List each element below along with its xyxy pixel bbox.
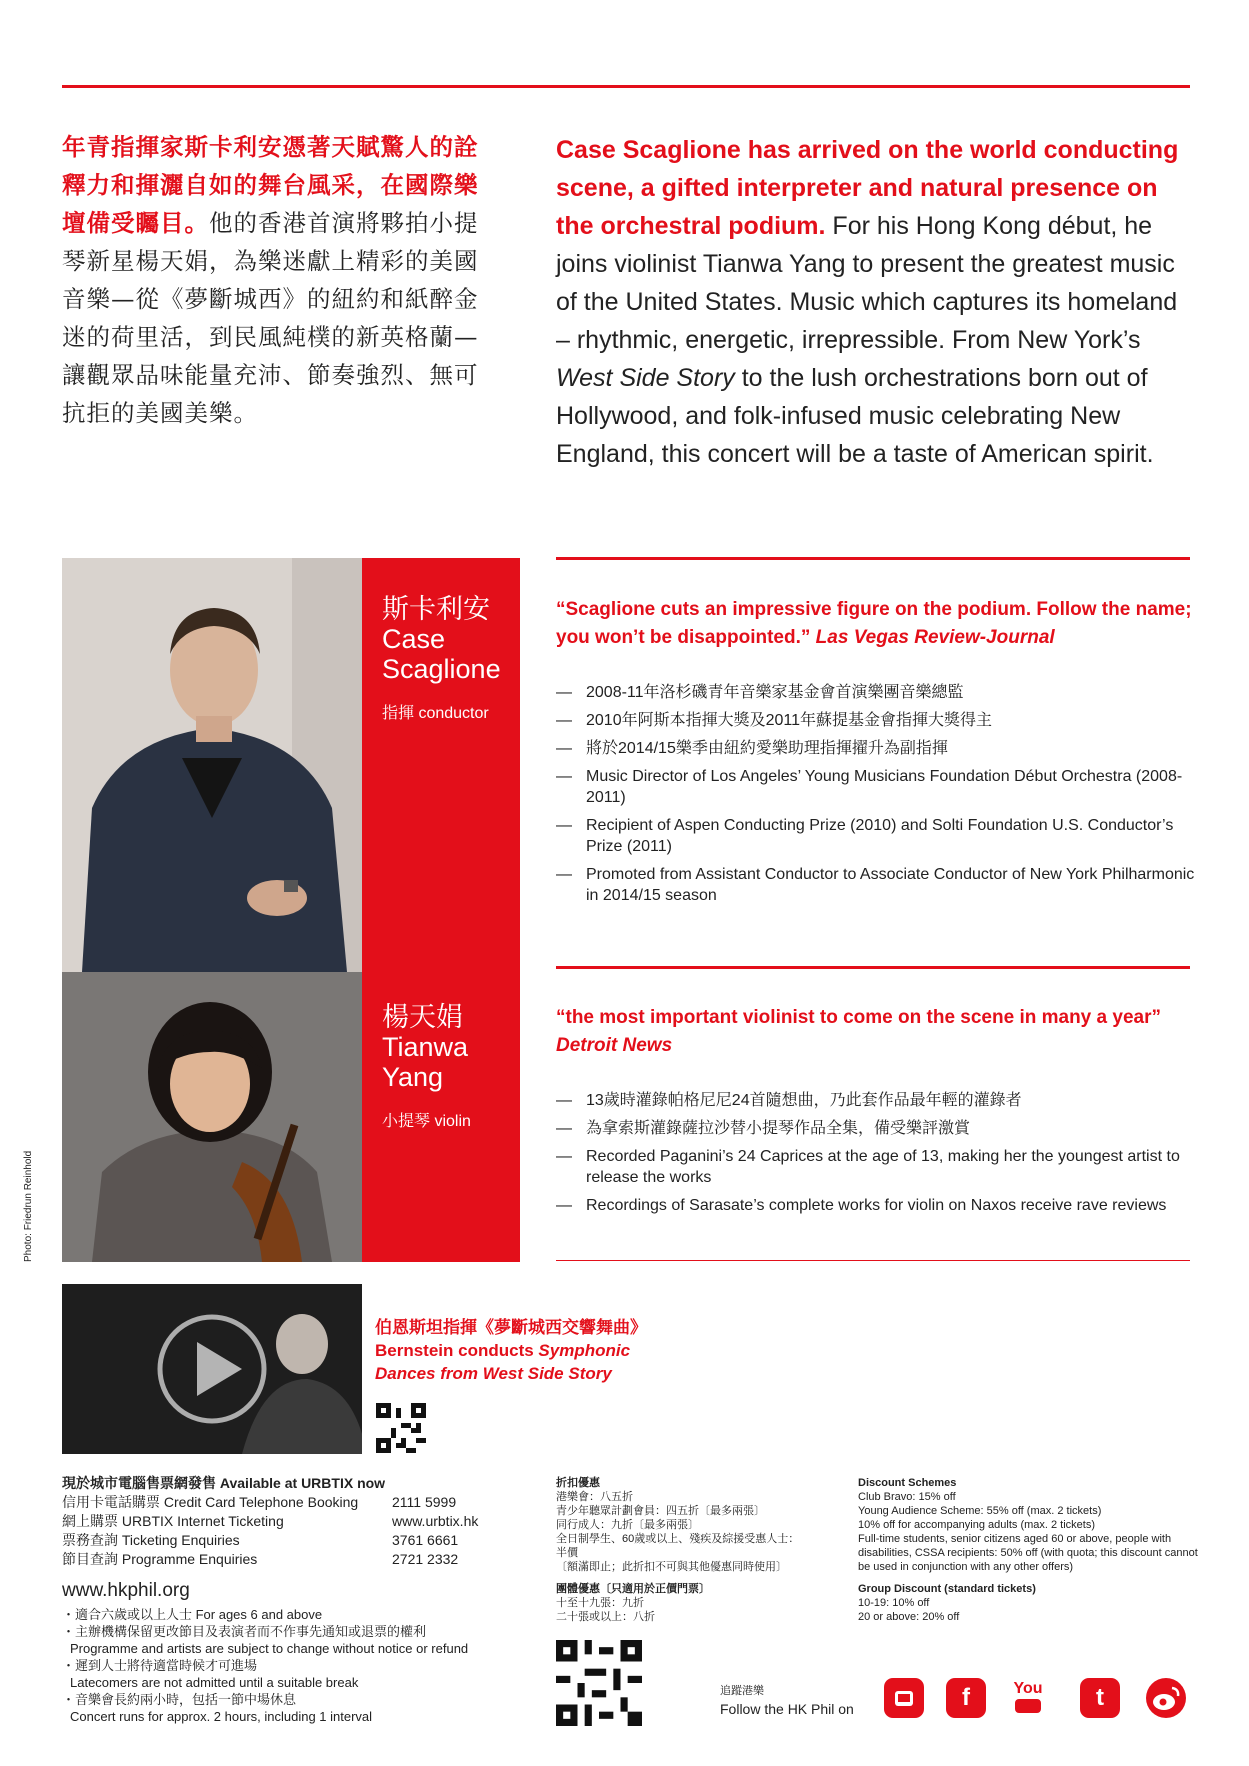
violinist-name-zh: 楊天娟 xyxy=(382,1002,463,1032)
booking-label: 信用卡電話購票 Credit Card Telephone Booking xyxy=(62,1494,359,1510)
conductor-name-en-1: Case xyxy=(382,624,446,654)
discount-en xyxy=(858,1476,1198,1624)
discount-zh-line: 〔額滿即止；此折扣不可與其他優惠同時使用〕 xyxy=(556,1561,787,1573)
discount-zh-line: 十至十九張：九折 xyxy=(556,1597,644,1609)
list-item: — Recorded Paganini’s 24 Caprices at the age of 13, making her the youngest artist to release the works xyxy=(556,1146,1196,1188)
violinist-name-en-2: Yang xyxy=(382,1062,444,1092)
booking-header: 現於城市電腦售票網發售 Available at URBTIX now xyxy=(62,1475,386,1491)
conductor-name-en-2: Scaglione xyxy=(382,654,501,684)
booking-note: ・適合六歲或以上人士 For ages 6 and above xyxy=(62,1607,323,1622)
violinist-role: 小提琴 violin xyxy=(382,1113,471,1130)
booking-label: 票務查詢 Ticketing Enquiries xyxy=(62,1532,240,1548)
video-qr-code[interactable] xyxy=(376,1403,426,1453)
booking-note: Programme and artists are subject to change without notice or refund xyxy=(70,1641,469,1656)
list-item: — Music Director of Los Angeles’ Young Musicians Foundation Début Orchestra (2008-2011) xyxy=(556,766,1196,808)
violinist-quote-text: “the most important violinist to come on the scene in many a year” xyxy=(556,1007,1161,1028)
conductor-quote-text: “Scaglione cuts an impressive figure on the podium. Follow the name; you won’t be disappointed.” xyxy=(556,599,1192,648)
intro-english-lead: Case Scaglione has arrived on the world conducting scene, a gifted interpreter and natural presence on the orchestral podium. xyxy=(556,136,1179,240)
discount-en-line: Young Audience Scheme: 55% off (max. 2 tickets) xyxy=(858,1505,1102,1517)
conductor-bullets xyxy=(556,682,1196,913)
mobile-icon[interactable] xyxy=(884,1678,924,1718)
twitter-icon[interactable]: t xyxy=(1080,1678,1120,1718)
discount-en-line: 20 or above: 20% off xyxy=(858,1611,960,1623)
violinist-name-en-1: Tianwa xyxy=(382,1032,469,1062)
discount-en-header: Discount Schemes xyxy=(858,1477,957,1489)
video-still xyxy=(62,1284,362,1454)
youtube-icon[interactable]: You xyxy=(1008,1678,1048,1718)
qr-code-icon xyxy=(376,1403,426,1453)
booking-label: 網上購票 URBTIX Internet Ticketing xyxy=(62,1513,284,1529)
violinist-rule xyxy=(556,966,1190,969)
intro-english-body-2: to the lush orchestrations born out of Hollywood, and folk-infused music celebrating New England, this concert will be a taste of American spirit. xyxy=(556,364,1154,468)
violinist-photo xyxy=(62,972,362,1262)
follow-label xyxy=(720,1682,854,1718)
website-qr-code[interactable] xyxy=(556,1640,642,1726)
booking-note: ・音樂會長約兩小時，包括一節中場休息 xyxy=(62,1692,297,1707)
facebook-icon[interactable]: f xyxy=(946,1678,986,1718)
booking-label: 節目查詢 Programme Enquiries xyxy=(62,1551,258,1567)
discount-en-line: 10-19: 10% off xyxy=(858,1597,930,1609)
conductor-quote xyxy=(556,596,1196,652)
discount-zh-line: 港樂會：八五折 xyxy=(556,1491,633,1503)
discount-zh-line: 二十張或以上：八折 xyxy=(556,1611,655,1623)
conductor-photo xyxy=(62,558,362,972)
video-title-en-2: Dances from West Side Story xyxy=(375,1364,612,1383)
intro-chinese-body: 他的香港首演將夥拍小提琴新星楊天娟，為樂迷獻上精彩的美國音樂—從《夢斷城西》的紐約和紙醉金迷的荷里活，到民風純樸的新英格蘭—讓觀眾品味能量充沛、節奏強烈、無可抗拒的美國美樂。 xyxy=(62,209,479,427)
violinist-bullets xyxy=(556,1090,1196,1223)
violinist-bottom-rule xyxy=(556,1260,1190,1261)
video-thumbnail[interactable] xyxy=(62,1284,362,1454)
list-item: — 2010年阿斯本指揮大獎及2011年蘇提基金會指揮大獎得主 xyxy=(556,710,1196,731)
photo-credit: Photo: Friedrun Reinhold xyxy=(23,1150,34,1262)
discount-en-line: Club Bravo: 15% off xyxy=(858,1491,956,1503)
discount-en-group-header: Group Discount (standard tickets) xyxy=(858,1583,1036,1595)
discount-en-line: 10% off for accompanying adults (max. 2 tickets) xyxy=(858,1519,1096,1531)
qr-code-icon xyxy=(556,1640,642,1726)
list-item: — 為拿索斯灌錄薩拉沙替小提琴作品全集，備受樂評激賞 xyxy=(556,1118,1196,1139)
list-item: — Recordings of Sarasate’s complete works for violin on Naxos receive rave reviews xyxy=(556,1195,1196,1216)
intro-english xyxy=(556,131,1196,473)
discount-zh-line: 同行成人：九折〔最多兩張〕 xyxy=(556,1519,699,1531)
booking-note: Latecomers are not admitted until a suitable break xyxy=(70,1675,359,1690)
booking-value[interactable]: 3761 6661 xyxy=(392,1532,459,1548)
intro-chinese xyxy=(62,128,502,432)
discount-zh-line: 青少年聽眾計劃會員：四五折〔最多兩張〕 xyxy=(556,1505,765,1517)
video-title-en-1: Bernstein conducts Symphonic xyxy=(375,1341,631,1360)
violinist-quote-source: Detroit News xyxy=(556,1035,673,1056)
follow-en: Follow the HK Phil on xyxy=(720,1701,854,1717)
intro-chinese-lead: 年青指揮家斯卡利安憑著天賦驚人的詮釋力和揮灑自如的舞台風采，在國際樂壇備受矚目。 xyxy=(62,133,479,237)
video-caption xyxy=(375,1316,647,1385)
list-item: — 2008-11年洛杉磯青年音樂家基金會首演樂團音樂總監 xyxy=(556,682,1196,703)
website-link[interactable]: www.hkphil.org xyxy=(62,1580,190,1601)
list-item: — Promoted from Assistant Conductor to Associate Conductor of New York Philharmonic in 2014/15 season xyxy=(556,864,1196,906)
booking-info xyxy=(62,1474,512,1725)
violinist-quote xyxy=(556,1004,1246,1060)
conductor-role: 指揮 conductor xyxy=(382,705,489,722)
violinist-namebox xyxy=(362,972,520,1262)
booking-value[interactable]: www.urbtix.hk xyxy=(392,1513,479,1529)
discount-zh-line: 全日制學生、60歲或以上、殘疾及綜援受惠人士：半價 xyxy=(556,1533,800,1559)
list-item: — 13歲時灌錄帕格尼尼24首隨想曲，乃此套作品最年輕的灌錄者 xyxy=(556,1090,1196,1111)
conductor-name-zh: 斯卡利安 xyxy=(382,594,490,624)
weibo-icon[interactable] xyxy=(1146,1678,1186,1718)
booking-value[interactable]: 2721 2332 xyxy=(392,1551,459,1567)
conductor-namebox xyxy=(362,558,520,972)
conductor-rule xyxy=(556,557,1190,560)
violinist-silhouette xyxy=(62,972,362,1262)
list-item: — Recipient of Aspen Conducting Prize (2010) and Solti Foundation U.S. Conductor’s Prize (2011) xyxy=(556,815,1196,857)
conductor-quote-source: Las Vegas Review-Journal xyxy=(815,627,1055,648)
video-title-zh: 伯恩斯坦指揮《夢斷城西交響舞曲》 xyxy=(375,1318,647,1337)
discount-zh-group-header: 團體優惠〔只適用於正價門票〕 xyxy=(556,1583,710,1595)
booking-note: ・主辦機構保留更改節目及表演者而不作事先通知或退票的權利 xyxy=(62,1624,427,1639)
follow-zh: 追蹤港樂 xyxy=(720,1685,764,1697)
conductor-silhouette xyxy=(62,558,362,972)
intro-english-italic: West Side Story xyxy=(556,364,735,392)
top-rule xyxy=(62,85,1190,88)
discount-zh-header: 折扣優惠 xyxy=(556,1477,600,1489)
booking-value[interactable]: 2111 5999 xyxy=(392,1494,457,1510)
discount-en-line: Full-time students, senior citizens aged 60 or above, people with disabilities, CSSA recipients: 50% off (with quota; this discount cannot be used in conjunction with any other offers) xyxy=(858,1533,1198,1573)
discount-zh xyxy=(556,1476,806,1624)
booking-note: ・遲到人士將待適當時候才可進場 xyxy=(62,1658,258,1673)
list-item: — 將於2014/15樂季由紐約愛樂助理指揮擢升為副指揮 xyxy=(556,738,1196,759)
booking-note: Concert runs for approx. 2 hours, including 1 interval xyxy=(70,1709,373,1724)
intro-english-body-1: For his Hong Kong début, he joins violinist Tianwa Yang to present the greatest music of the United States. Music which captures its homeland – rhythmic, energetic, irrepressible. From New York’s xyxy=(556,212,1178,354)
